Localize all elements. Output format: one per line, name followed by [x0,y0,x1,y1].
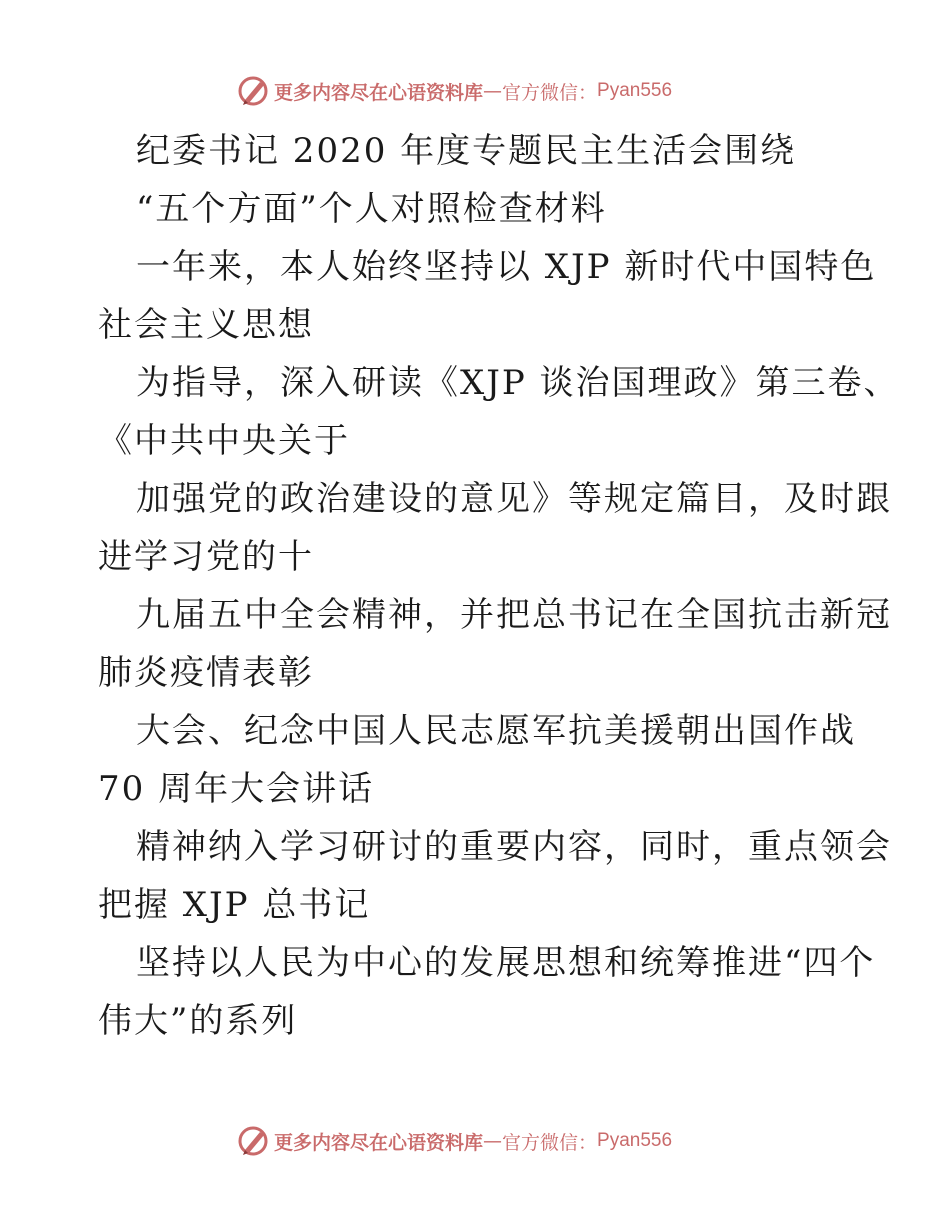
title-line-2: “五个方面”个人对照检查材料 [136,189,607,229]
header-watermark [236,74,672,108]
paragraph-line: 社会主义思想 [98,305,314,345]
header-banner-separator: — [483,80,503,102]
paragraph-line: 坚持以人民为中心的发展思想和统筹推进“四个 [136,943,876,983]
paragraph-line: 《中共中央关于 [98,421,350,461]
pen-logo-icon [236,1124,270,1158]
document-body [98,122,900,1050]
paragraph-line: 精神纳入学习研讨的重要内容，同时，重点领会 [136,827,892,867]
paragraph-line: 大会、纪念中国人民志愿军抗美援朝出国作战 [136,711,856,751]
paragraph-line: 为指导，深入研读《XJP 谈治国理政》第三卷、 [136,363,900,403]
footer-watermark [236,1124,672,1158]
pen-logo-icon [236,74,270,108]
title-line-1: 纪委书记 2020 年度专题民主生活会围绕 [136,131,797,171]
footer-banner-wechat-id: Pyan556 [597,1130,673,1151]
paragraph-line: 70 周年大会讲话 [98,769,375,809]
header-banner-wechat-label: 官方微信： [502,81,598,104]
paragraph-line: 把握 XJP 总书记 [98,885,371,925]
paragraph-line: 一年来，本人始终坚持以 XJP 新时代中国特色 [136,247,877,287]
paragraph-line: 加强党的政治建设的意见》等规定篇目，及时跟 [136,479,892,519]
footer-banner-separator: — [483,1130,503,1152]
paragraph-line: 肺炎疫情表彰 [98,653,314,693]
footer-banner-title: 更多内容尽在心语资料库 [274,1131,484,1154]
paragraph-line: 九届五中全会精神，并把总书记在全国抗击新冠 [136,595,892,635]
header-banner-wechat-id: Pyan556 [597,80,673,101]
paragraph-line: 伟大”的系列 [98,1001,298,1041]
paragraph-line: 进学习党的十 [98,537,314,577]
header-banner-title: 更多内容尽在心语资料库 [274,81,484,104]
footer-banner-wechat-label: 官方微信： [502,1131,598,1154]
